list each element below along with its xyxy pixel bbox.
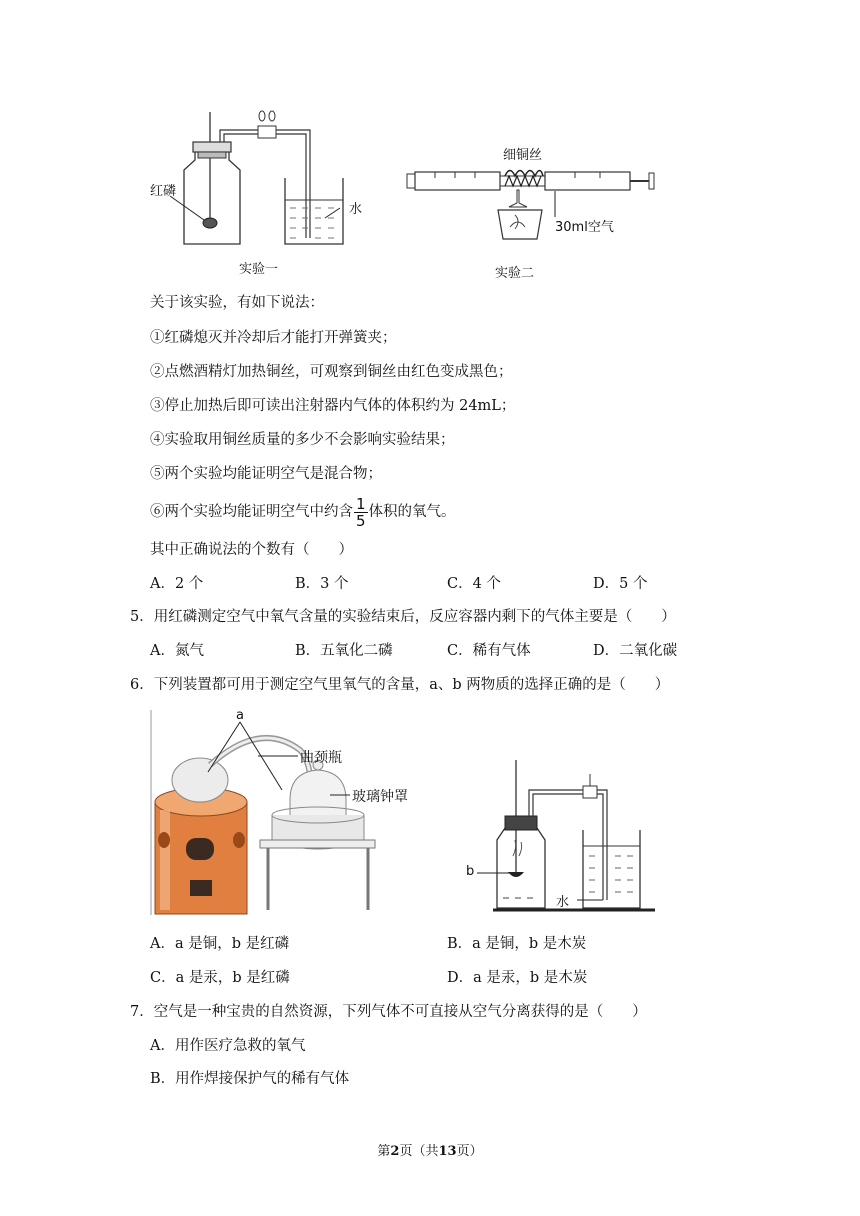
footer-page-number: 2 <box>390 1144 400 1159</box>
label-bell-jar: 玻璃钟罩 <box>352 789 408 805</box>
label-retort: 曲颈瓶 <box>300 750 342 766</box>
q4-option-a[interactable]: A．2 个 <box>150 576 204 592</box>
q5-option-a[interactable]: A．氮气 <box>150 643 204 659</box>
q6-option-c[interactable]: C．a 是汞，b 是红磷 <box>150 970 290 986</box>
footer-middle: 页（共 <box>399 1144 439 1159</box>
q4-statement-5: ⑤两个实验均能证明空气是混合物； <box>150 466 382 482</box>
footer-prefix: 第 <box>377 1144 391 1159</box>
figure-lavoisier-apparatus <box>150 710 430 920</box>
q4-statement-3: ③停止加热后即可读出注射器内气体的体积约为 24mL； <box>150 398 516 414</box>
q5-stem: 5．用红磷测定空气中氧气含量的实验结束后，反应容器内剩下的气体主要是（ ） <box>130 609 676 625</box>
q4-statement-2: ②点燃酒精灯加热铜丝，可观察到铜丝由红色变成黑色； <box>150 364 513 380</box>
label-red-phosphorus: 红磷 <box>150 184 177 199</box>
fraction-numerator: 1 <box>356 494 366 513</box>
q6-stem: 6．下列装置都可用于测定空气里氧气的含量，a、b 两物质的选择正确的是（ ） <box>130 677 670 693</box>
q4-s6-after: 体积的氧气。 <box>368 504 456 520</box>
caption-experiment-1: 实验一 <box>239 262 279 277</box>
label-copper-wire: 细铜丝 <box>503 148 543 163</box>
q7-stem: 7．空气是一种宝贵的自然资源，下列气体不可直接从空气分离获得的是（ ） <box>130 1004 647 1020</box>
q4-statement-4: ④实验取用铜丝质量的多少不会影响实验结果； <box>150 432 455 448</box>
caption-experiment-2: 实验二 <box>495 266 535 281</box>
footer-suffix: 页） <box>456 1144 483 1159</box>
label-b: b <box>466 864 475 879</box>
q7-option-a[interactable]: A．用作医疗急救的氧气 <box>150 1038 306 1054</box>
fraction-denominator: 5 <box>356 511 366 530</box>
label-water-fig3: 水 <box>556 895 570 910</box>
q7-option-b[interactable]: B．用作焊接保护气的稀有气体 <box>150 1071 350 1087</box>
q4-option-b[interactable]: B．3 个 <box>295 576 349 592</box>
q6-option-d[interactable]: D．a 是汞，b 是木炭 <box>447 970 588 986</box>
footer-total-pages: 13 <box>438 1144 457 1159</box>
q4-statement-1: ①红磷熄灭并冷却后才能打开弹簧夹； <box>150 330 397 346</box>
q4-intro: 关于该实验，有如下说法： <box>150 295 324 311</box>
label-water-fig1: 水 <box>349 202 363 217</box>
label-a: a <box>236 708 244 723</box>
q4-statement-6 <box>150 494 456 530</box>
q4-s6-before: ⑥两个实验均能证明空气中约含 <box>150 504 353 520</box>
q5-option-c[interactable]: C．稀有气体 <box>447 643 531 659</box>
q4-question: 其中正确说法的个数有（ ） <box>150 542 353 558</box>
fraction-one-fifth <box>354 496 368 529</box>
q6-option-b[interactable]: B．a 是铜，b 是木炭 <box>447 936 587 952</box>
q4-option-c[interactable]: C．4 个 <box>447 576 501 592</box>
q6-option-a[interactable]: A．a 是铜，b 是红磷 <box>150 936 290 952</box>
q4-option-d[interactable]: D．5 个 <box>593 576 648 592</box>
label-30ml-air: 30ml空气 <box>555 220 614 235</box>
q5-option-b[interactable]: B．五氧化二磷 <box>295 643 393 659</box>
q5-option-d[interactable]: D．二氧化碳 <box>593 643 678 659</box>
page-footer <box>0 1140 860 1159</box>
